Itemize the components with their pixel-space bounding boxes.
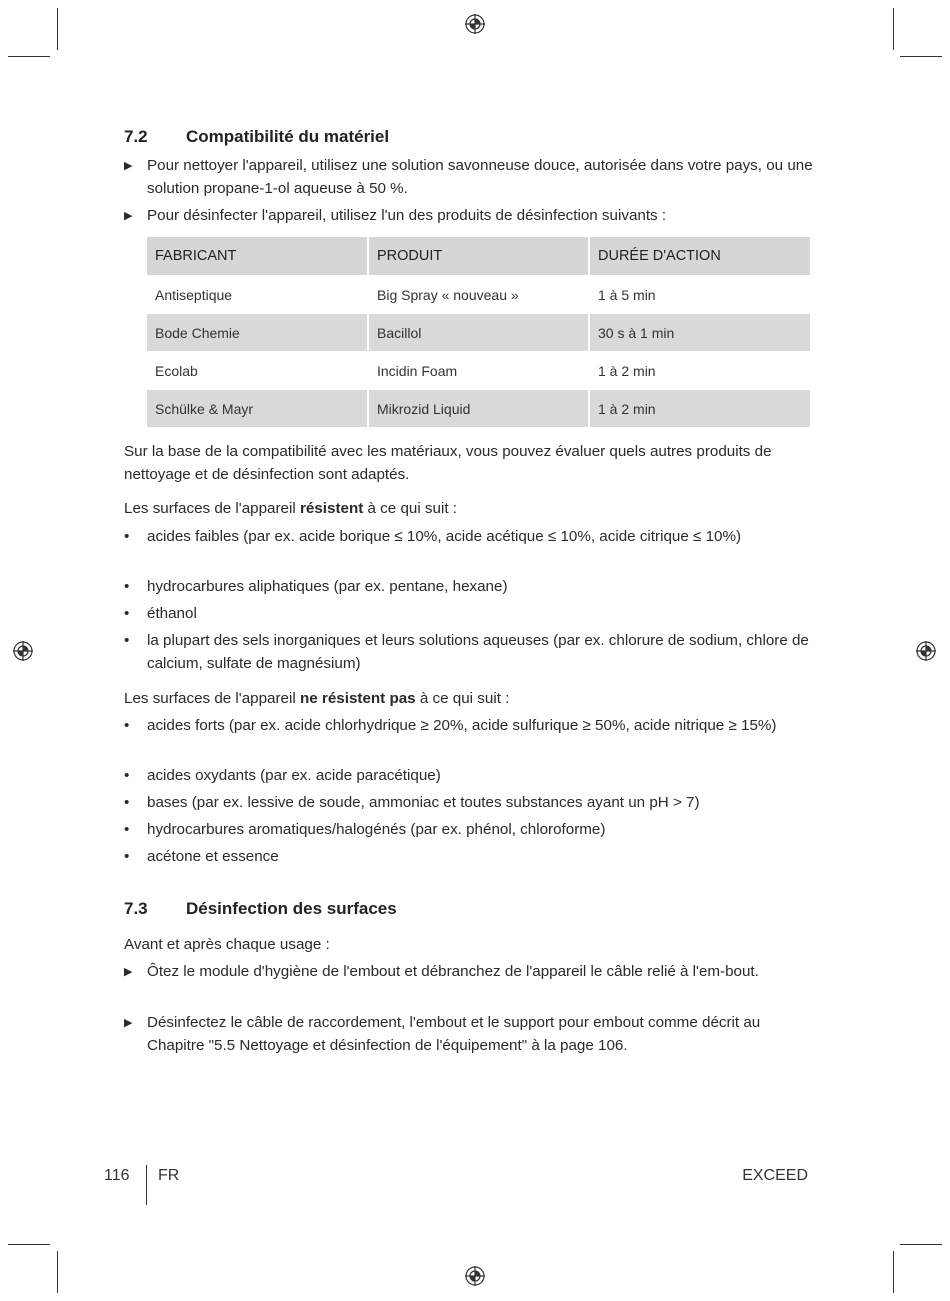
list-item-text: acides forts (par ex. acide chlorhydrique ≥ 20%, acide sulfurique ≥ 50%, acide nitrique ≥ 15%) bbox=[147, 717, 777, 734]
list-item bbox=[124, 791, 814, 814]
bullet-icon: • bbox=[124, 528, 130, 545]
crop-mark bbox=[57, 8, 58, 50]
column-header: FABRICANT bbox=[147, 237, 368, 276]
page-number: 116 bbox=[104, 1167, 130, 1184]
instruction-item bbox=[124, 960, 814, 983]
instruction-text: Désinfectez le câble de raccordement, l'embout et le support pour embout comme décrit au Chapitre "5.5 Nettoyage et désinfection de l'équipement" à la page 106. bbox=[147, 1014, 761, 1054]
list-item bbox=[124, 525, 814, 548]
bullet-icon: • bbox=[124, 578, 130, 595]
list-item-text: éthanol bbox=[147, 605, 197, 622]
arrow-bullet-icon: ▶ bbox=[124, 1017, 133, 1029]
column-header: DURÉE D'ACTION bbox=[589, 237, 810, 276]
table-cell: Schülke & Mayr bbox=[147, 390, 368, 428]
crop-mark bbox=[900, 56, 942, 57]
table-cell: Incidin Foam bbox=[368, 352, 589, 390]
list-item-text: bases (par ex. lessive de soude, ammoniac et toutes substances ayant un pH > 7) bbox=[147, 794, 700, 811]
list-item-text: acétone et essence bbox=[147, 848, 279, 865]
table-cell: 1 à 5 min bbox=[589, 276, 810, 314]
table-cell: Antiseptique bbox=[147, 276, 368, 314]
column-header: PRODUIT bbox=[368, 237, 589, 276]
instruction-text: Ôtez le module d'hygiène de l'embout et débranchez de l'appareil le câble relié à l'em-bout. bbox=[147, 963, 759, 980]
footer-divider bbox=[146, 1165, 147, 1205]
list-item-text: la plupart des sels inorganiques et leurs solutions aqueuses (par ex. chlorure de sodium, chlore de calcium, sulfate de magnésium) bbox=[147, 632, 809, 672]
table-row bbox=[147, 276, 810, 314]
arrow-bullet-icon: ▶ bbox=[124, 210, 133, 222]
list-item-text: acides oxydants (par ex. acide paracétique) bbox=[147, 767, 441, 784]
registration-crosshair-icon bbox=[915, 640, 937, 662]
crop-mark bbox=[893, 8, 894, 50]
bullet-icon: • bbox=[124, 767, 130, 784]
section-number: 7.3 bbox=[124, 899, 148, 918]
list-item-text: acides faibles (par ex. acide borique ≤ 10%, acide acétique ≤ 10%, acide citrique ≤ 10%) bbox=[147, 528, 742, 545]
list-item-text: hydrocarbures aliphatiques (par ex. pentane, hexane) bbox=[147, 578, 508, 595]
bullet-icon: • bbox=[124, 821, 130, 838]
crop-mark bbox=[893, 1251, 894, 1293]
instruction-item bbox=[124, 1011, 814, 1057]
language-code: FR bbox=[158, 1167, 180, 1184]
section-title: Compatibilité du matériel bbox=[186, 127, 390, 146]
crop-mark bbox=[57, 1251, 58, 1293]
registration-crosshair-icon bbox=[12, 640, 34, 662]
bullet-icon: • bbox=[124, 717, 130, 734]
table-cell: Ecolab bbox=[147, 352, 368, 390]
list-item bbox=[124, 575, 814, 598]
list-item bbox=[124, 629, 814, 675]
lead-bold: résistent bbox=[299, 500, 364, 517]
table-cell: 30 s à 1 min bbox=[589, 314, 810, 352]
list-item bbox=[124, 845, 814, 868]
instruction-text: Pour désinfecter l'appareil, utilisez l'un des produits de désinfection suivants : bbox=[147, 207, 667, 224]
section-title: Désinfection des surfaces bbox=[186, 899, 397, 918]
section-number: 7.2 bbox=[124, 127, 148, 146]
table-row bbox=[147, 390, 810, 428]
crop-mark bbox=[900, 1244, 942, 1245]
instruction-item bbox=[124, 204, 814, 227]
not-resist-lead bbox=[124, 687, 814, 710]
lead-text: à ce qui suit : bbox=[415, 690, 510, 707]
table-cell: 1 à 2 min bbox=[589, 352, 810, 390]
list-item bbox=[124, 818, 814, 841]
disinfectant-table bbox=[147, 237, 810, 428]
compatibility-paragraph: Sur la base de la compatibilité avec les matériaux, vous pouvez évaluer quels autres produits de nettoyage et de désinfection sont adaptés. bbox=[124, 443, 772, 483]
table-cell: Big Spray « nouveau » bbox=[368, 276, 589, 314]
section-heading-7-2 bbox=[124, 127, 389, 147]
list-item bbox=[124, 602, 814, 625]
table-cell: 1 à 2 min bbox=[589, 390, 810, 428]
list-item bbox=[124, 714, 814, 737]
lead-text: Les surfaces de l'appareil bbox=[124, 690, 300, 707]
arrow-bullet-icon: ▶ bbox=[124, 966, 133, 978]
lead-text: à ce qui suit : bbox=[363, 500, 458, 517]
table-header-row bbox=[147, 237, 810, 276]
list-item-text: hydrocarbures aromatiques/halogénés (par ex. phénol, chloroforme) bbox=[147, 821, 606, 838]
section-heading-7-3 bbox=[124, 899, 397, 919]
lead-text: Les surfaces de l'appareil bbox=[124, 500, 300, 517]
table-row bbox=[147, 314, 810, 352]
bullet-icon: • bbox=[124, 794, 130, 811]
table-cell: Mikrozid Liquid bbox=[368, 390, 589, 428]
usage-lead: Avant et après chaque usage : bbox=[124, 936, 330, 953]
table-cell: Bode Chemie bbox=[147, 314, 368, 352]
bullet-icon: • bbox=[124, 848, 130, 865]
lead-bold: ne résistent pas bbox=[299, 690, 416, 707]
product-name: EXCEED bbox=[742, 1167, 808, 1184]
arrow-bullet-icon: ▶ bbox=[124, 160, 133, 172]
table-cell: Bacillol bbox=[368, 314, 589, 352]
list-item bbox=[124, 764, 814, 787]
instruction-item bbox=[124, 154, 814, 200]
bullet-icon: • bbox=[124, 632, 130, 649]
registration-crosshair-icon bbox=[464, 1265, 486, 1287]
table-row bbox=[147, 352, 810, 390]
bullet-icon: • bbox=[124, 605, 130, 622]
instruction-text: Pour nettoyer l'appareil, utilisez une solution savonneuse douce, autorisée dans votre pays, ou une solution propane-1-ol aqueuse à 50 %. bbox=[147, 157, 813, 197]
registration-crosshair-icon bbox=[464, 13, 486, 35]
crop-mark bbox=[8, 56, 50, 57]
crop-mark bbox=[8, 1244, 50, 1245]
resist-lead bbox=[124, 497, 814, 520]
